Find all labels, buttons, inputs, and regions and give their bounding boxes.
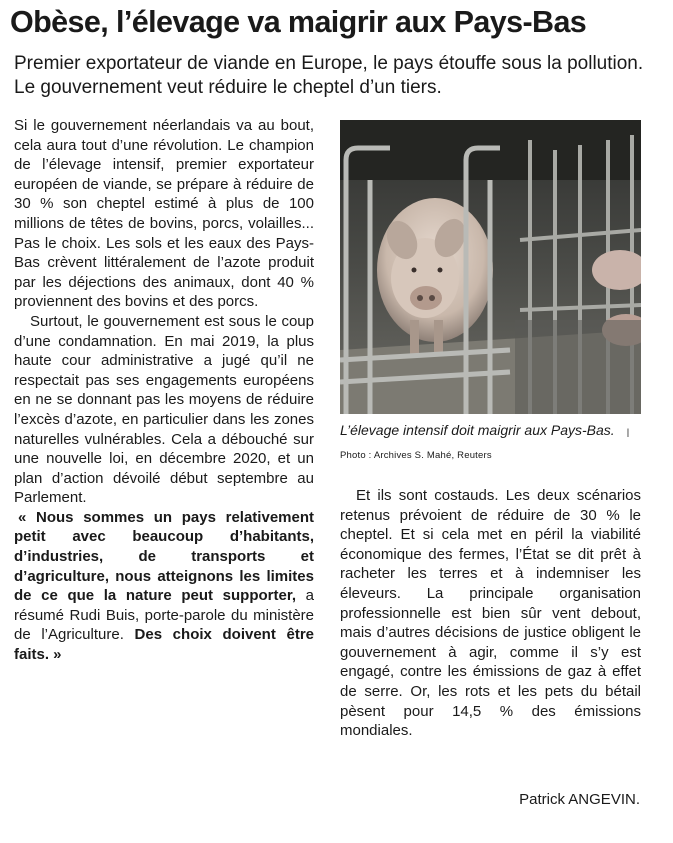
left-column xyxy=(14,116,314,665)
photo-caption xyxy=(340,420,641,466)
headline: Obèse, l’élevage va maigrir aux Pays-Bas xyxy=(10,5,587,39)
quote-text-2: Des choix doivent être faits. » xyxy=(14,626,315,664)
paragraph-4: Et ils sont costauds. Les deux scénarios retenus prévoient de réduire de 30 % le cheptel. Et si cela met en péril la viabilité économique des fermes, l’État se dit prêt à racheter les terres et à indemniser les éleveurs. La principale organisation professionnelle est bien sûr vent debout, mais d’autres décisions de justice obligent le gouvernement à agir, comme il s’y est engagé, contre les émissions de gaz à effet de serre. Or, les rots et les pets du bétail pèsent pour 14,5 % des émissions mondiales. xyxy=(340,487,641,740)
article-photo xyxy=(340,120,641,414)
photo-credit: | Photo : Archives S. Mahé, Reuters xyxy=(340,427,630,461)
quote-text-1: « Nous sommes un pays relativement petit avec beaucoup d’habitants, d’industries, de transports et d’agriculture, nous atteignons les limites de ce que la nature peut supporter, xyxy=(14,508,314,605)
author-signature: Patrick ANGEVIN. xyxy=(519,791,640,808)
paragraph-quote xyxy=(14,508,314,665)
right-column xyxy=(340,486,641,741)
pig-photo-illustration xyxy=(340,120,641,414)
quote-attribution: a résumé Rudi Buis, porte-parole du ministère de l’Agriculture. xyxy=(14,587,314,644)
paragraph-2: Surtout, le gouvernement est sous le coup d’une condamnation. En mai 2019, la plus haute cour administrative a jugé qu’il ne respectait pas ses engagements européens en ne se donnant pas les moyens de réduire l’excès d’azote, en particulier dans les zones naturelles vulnérables. Cela a débouché sur une nouvelle loi, en décembre 2020, et un plan d’action dévoilé début septembre au Parlement. xyxy=(14,312,314,507)
caption-text: L’élevage intensif doit maigrir aux Pays-Bas. xyxy=(340,422,615,438)
standfirst: Premier exportateur de viande en Europe, le pays étouffe sous la pollution. Le gouvernement veut réduire le cheptel d’un tiers. xyxy=(14,53,644,98)
paragraph-1: Si le gouvernement néerlandais va au bout, cela aura tout d’une révolution. Le champion de l’élevage intensif, premier exportateur européen de viande, se prépare à réduire de 30 % son cheptel estimé à plus de 100 millions de têtes de bovins, porcs, volailles... Pas le choix. Les sols et les eaux des Pays-Bas crèvent littéralement de l’azote produit par les déjections des animaux, dont 40 % proviennent des bovins et des porcs. xyxy=(14,117,314,311)
